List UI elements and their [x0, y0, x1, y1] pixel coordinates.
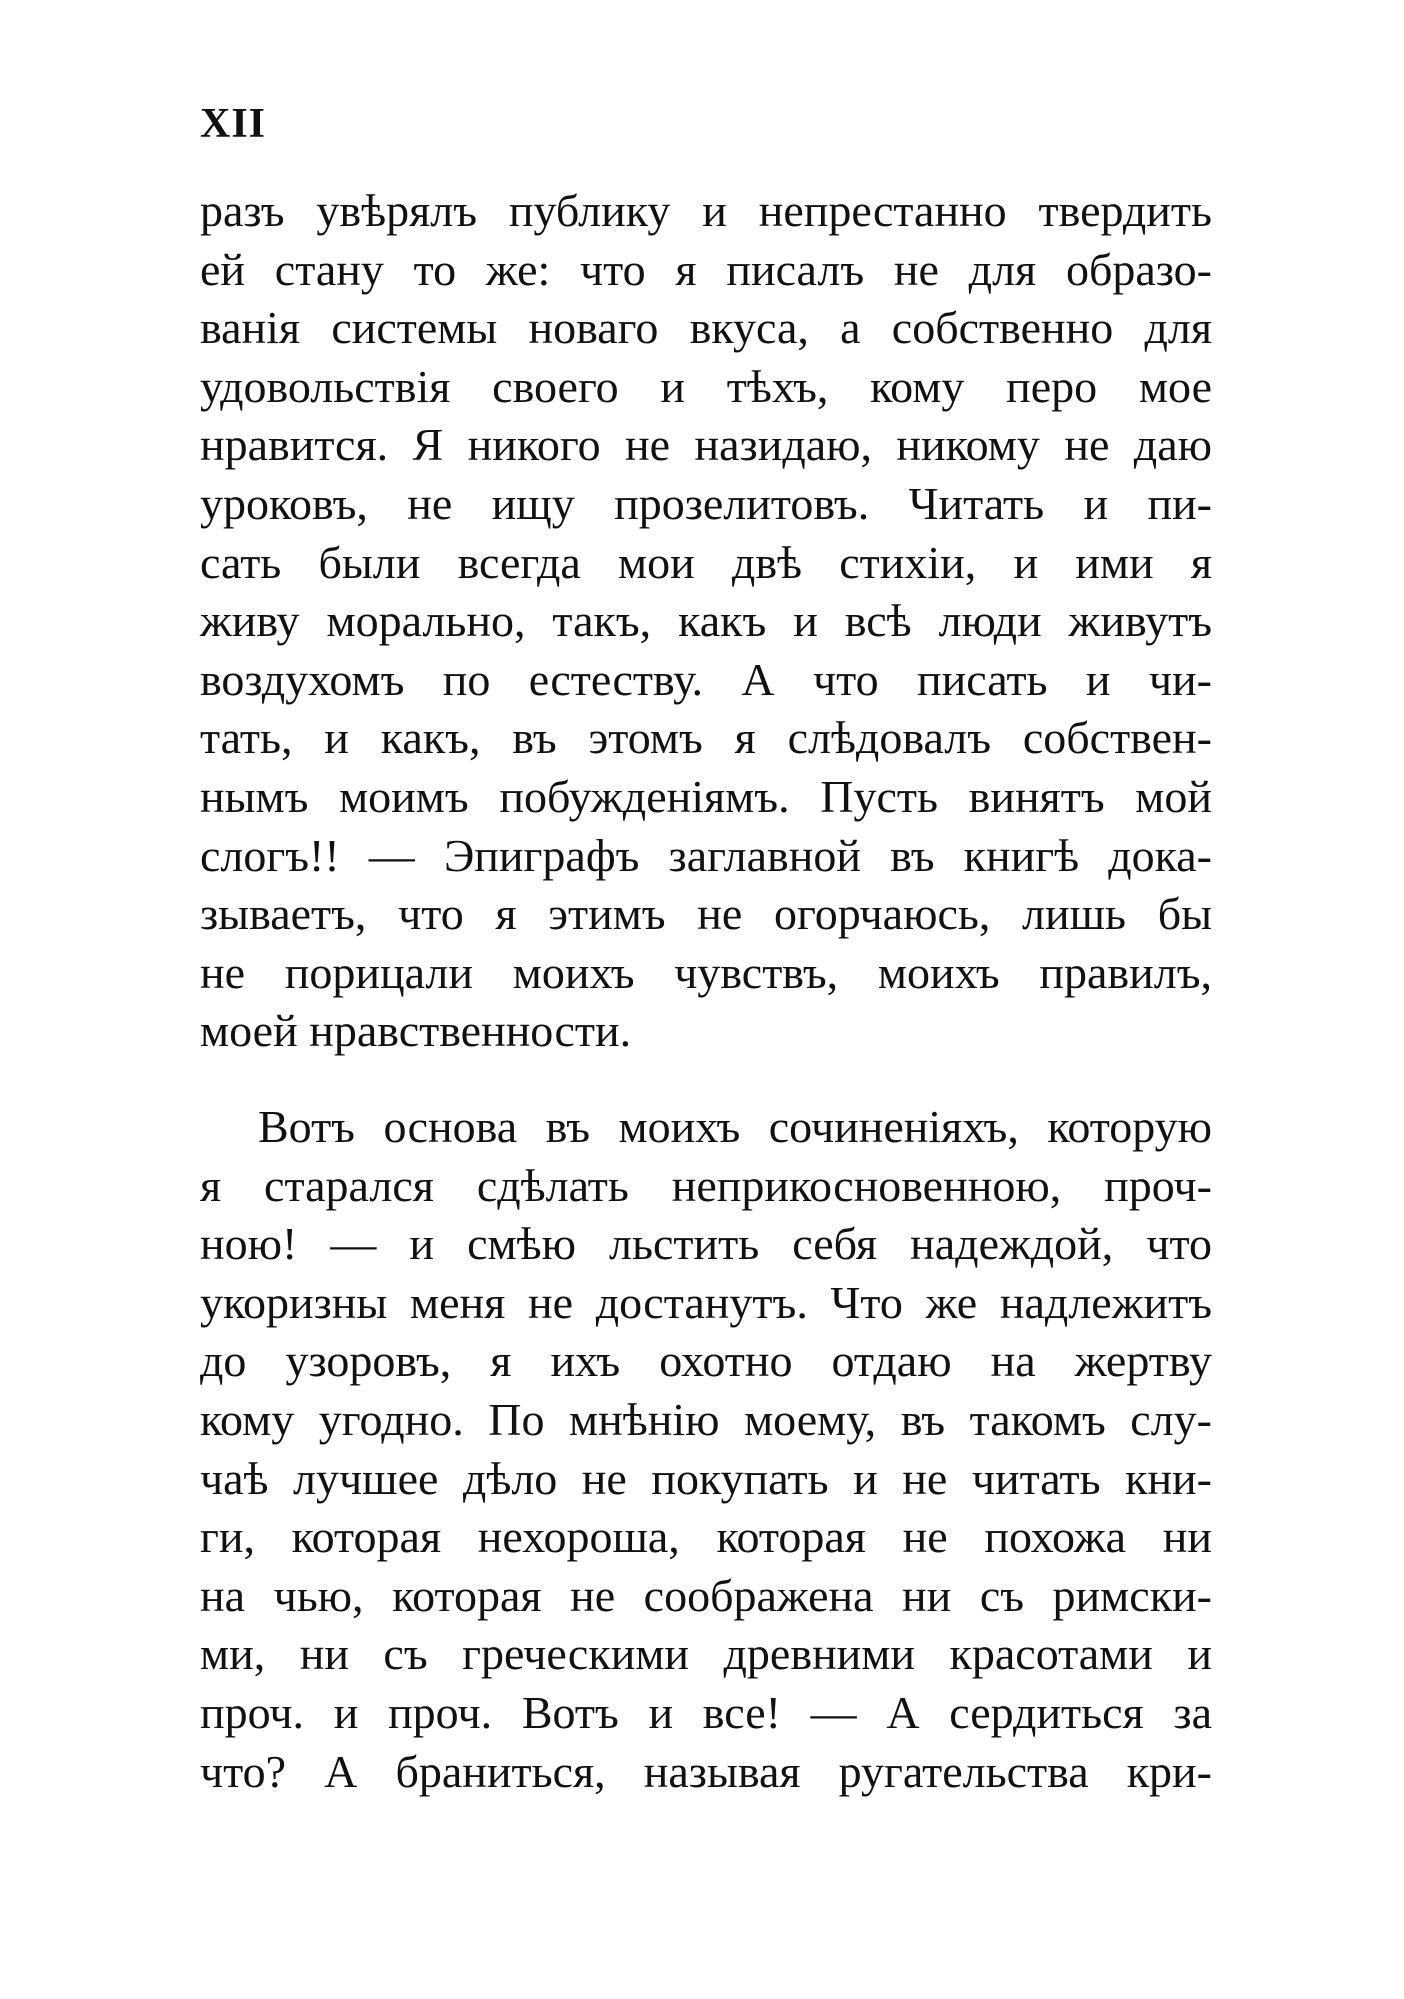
text-line: Вотъ основа въ моихъ сочиненіяхъ, которую: [258, 1101, 1212, 1152]
text-line: не порицали моихъ чувствъ, моихъ правилъ,: [200, 946, 1212, 998]
text-line: до узоровъ, я ихъ охотно отдаю на жертву: [200, 1335, 1212, 1387]
paragraph-2: [200, 1098, 1212, 1801]
text-line: ною! — и смѣю льстить себя надеждой, что: [200, 1218, 1212, 1270]
text-line: нымъ моимъ побужденіямъ. Пусть винятъ мой: [200, 770, 1212, 822]
text-line: разъ увѣрялъ публику и непрестанно твердить: [200, 185, 1212, 236]
text-line: что? А браниться, называя ругательства кри-: [200, 1745, 1212, 1797]
text-line: слогъ!! — Эпиграфъ заглавной въ книгѣ дока-: [200, 829, 1212, 881]
text-line: моей нравственности.: [200, 1005, 632, 1057]
text-line: уроковъ, не ищу прозелитовъ. Читать и пи-: [200, 477, 1212, 529]
text-line: чаѣ лучшее дѣло не покупать и не читать кни-: [200, 1452, 1212, 1504]
text-line: тать, и какъ, въ этомъ я слѣдовалъ собствен-: [200, 712, 1212, 764]
text-line: зываетъ, что я этимъ не огорчаюсь, лишь бы: [200, 888, 1212, 940]
paragraph-1: [200, 182, 1212, 1061]
text-line: проч. и проч. Вотъ и все! — А сердиться за: [200, 1686, 1212, 1738]
text-line: ей стану то же: что я писалъ не для образо-: [200, 243, 1212, 295]
text-line: нравится. Я никого не назидаю, никому не даю: [200, 419, 1212, 471]
text-line: сать были всегда мои двѣ стихіи, и ими я: [200, 536, 1212, 588]
text-line: кому угодно. По мнѣнію моему, въ такомъ слу-: [200, 1393, 1212, 1445]
text-line: удовольствія своего и тѣхъ, кому перо мое: [200, 360, 1212, 412]
text-line: живу морально, такъ, какъ и всѣ люди живутъ: [200, 595, 1212, 647]
text-line: воздухомъ по естеству. А что писать и чи-: [200, 653, 1212, 705]
text-line: я старался сдѣлать неприкосновенною, проч-: [200, 1159, 1212, 1211]
text-line: ми, ни съ греческими древними красотами и: [200, 1628, 1212, 1680]
text-line: ги, которая нехороша, которая не похожа ни: [200, 1511, 1212, 1563]
text-line: на чью, которая не соображена ни съ римски-: [200, 1569, 1212, 1621]
page-number: XII: [200, 101, 267, 147]
text-line: ванія системы новаго вкуса, а собственно для: [200, 302, 1212, 354]
text-line: укоризны меня не достанутъ. Что же надлежитъ: [200, 1276, 1212, 1328]
